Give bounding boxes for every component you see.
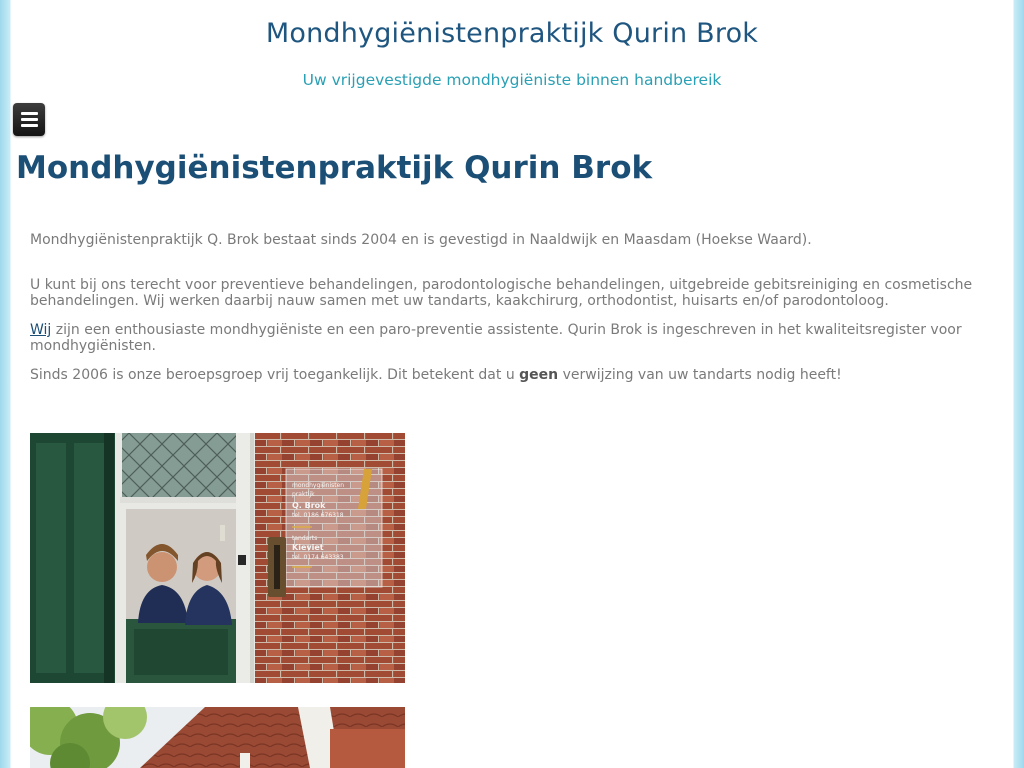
access-text-before: Sinds 2006 is onze beroepsgroep vrij toegankelijk. Dit betekent dat u [30, 367, 520, 383]
hamburger-menu-icon [21, 109, 38, 130]
page-heading: Mondhygiënistenpraktijk Qurin Brok [16, 150, 653, 186]
team-link[interactable]: Wij [30, 322, 52, 338]
access-text-after: verwijzing van uw tandarts nodig heeft! [558, 367, 842, 383]
page-container [11, 0, 1013, 768]
practice-entrance-photo [30, 433, 405, 683]
house-exterior-photo [30, 707, 405, 768]
access-bold-text: geen [519, 367, 559, 383]
site-tagline: Uw vrijgevestigde mondhygiëniste binnen handbereik [302, 71, 722, 89]
access-paragraph [30, 367, 990, 383]
team-paragraph-text: zijn een enthousiaste mondhygiëniste en een paro-preventie assistente. Qurin Brok is ingeschreven in het kwaliteitsregister voor mondhygiënisten. [30, 322, 962, 354]
intro-paragraph: Mondhygiënistenpraktijk Q. Brok bestaat sinds 2004 en is gevestigd in Naaldwijk en Maasdam (Hoekse Waard). [30, 232, 812, 248]
site-title[interactable]: Mondhygiënistenpraktijk Qurin Brok [265, 18, 759, 49]
team-paragraph [30, 322, 990, 354]
services-paragraph: U kunt bij ons terecht voor preventieve behandelingen, parodontologische behandelingen, uitgebreide gebitsreiniging en cosmetische behandelingen. Wij werken daarbij nauw samen met uw tandarts, kaakchirurg, orthodontist, huisarts en/of parodontoloog. [30, 277, 973, 309]
menu-toggle-button[interactable] [13, 103, 45, 136]
